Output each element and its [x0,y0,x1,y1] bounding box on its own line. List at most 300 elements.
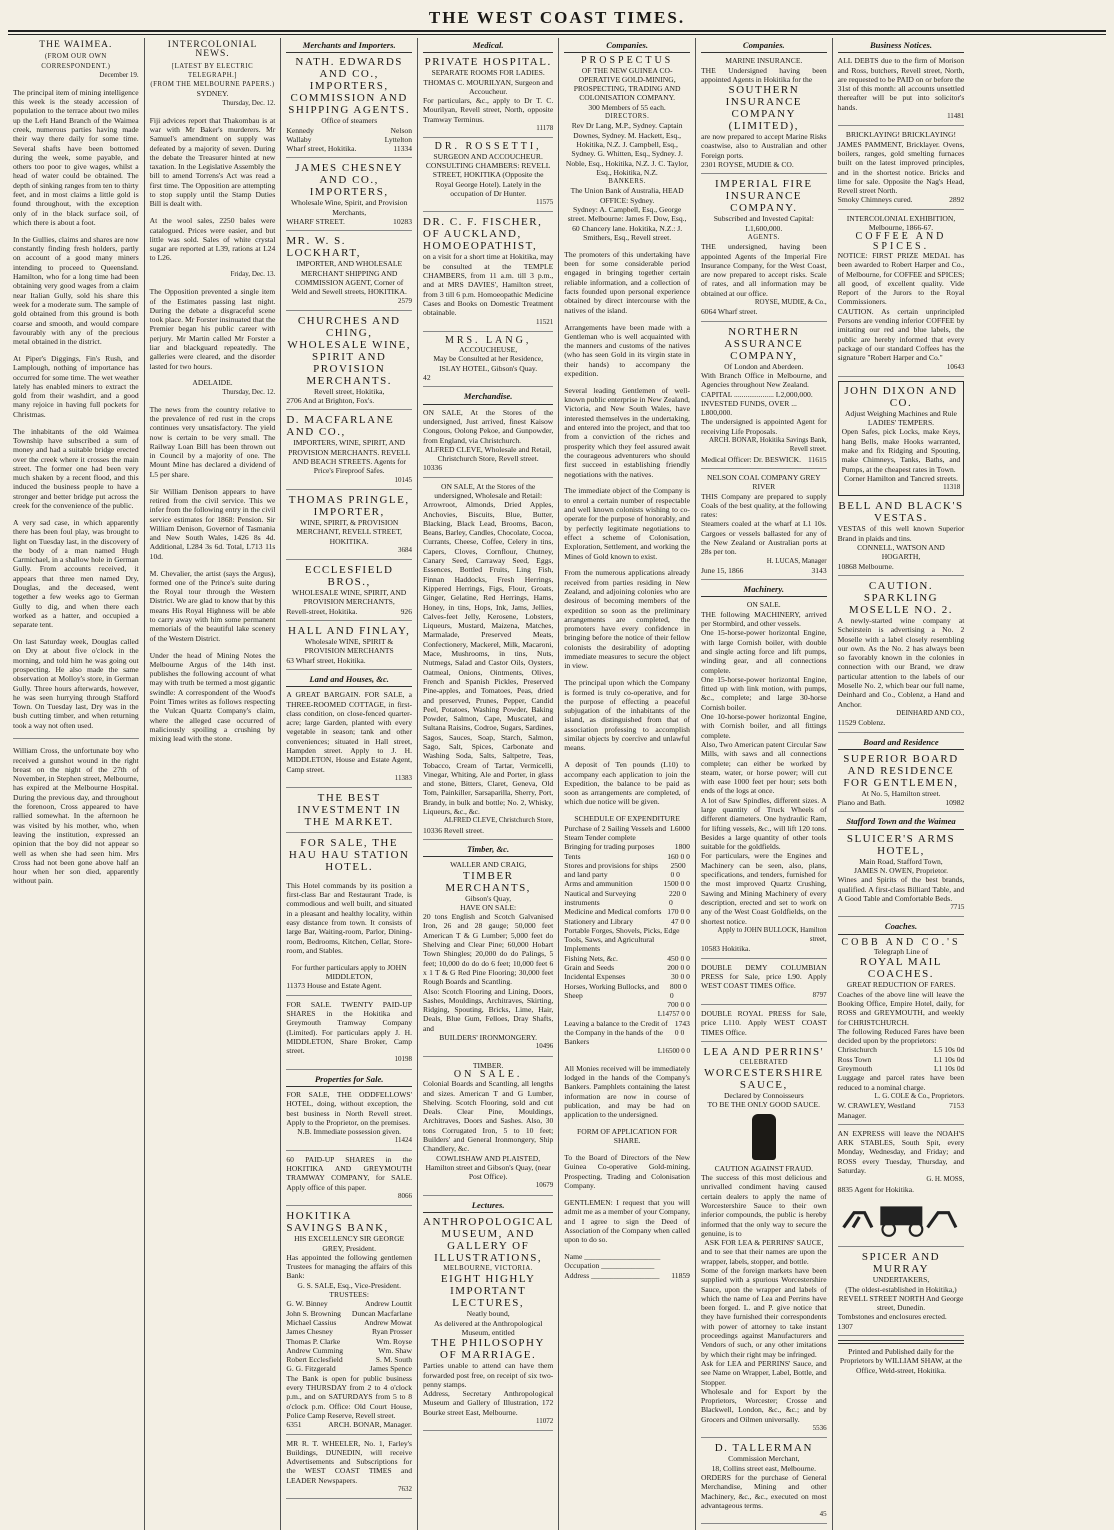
advert-text: MR R. T. WHEELER, No. 1, Farley's Buildings, DUNEDIN, will receive Advertisements and Subscriptions for the WEST COAST TIMES and LEADER Newspapers. [286,1438,413,1485]
separator [13,738,139,739]
section-heading: Coaches. [838,921,965,934]
steamer-name: Nelson [390,125,413,135]
schedule-item: Grain and Seeds [564,963,615,973]
schedule-amount: 1500 0 0 [663,879,690,889]
advert-text: Office of steamers [321,116,378,126]
schedule-item: Stationery and Library [564,916,634,926]
trustee-name: Andrew Mowat [364,1317,413,1327]
advert-title: EIGHT HIGHLY IMPORTANT LECTURES, [440,1273,536,1310]
advert [286,625,412,670]
steamer-name: Wallaby [286,134,312,144]
advert-text: IMPORTERS, WINE, SPIRIT, AND PROVISION MERCHANTS. REVELL AND BEACH STREETS. Agents for Price's Fireproof Safes. [288,438,411,476]
advert-text: H. LUCAS, Manager [766,556,827,565]
advert-text: Sydney: A. Campbell, Esq., George street. Melbourne: James F. Dow, Esq., 60 Chancery lane. Hokitika, N.Z.: J. Smithers, Esq., Revell street. [567,205,687,242]
advert-text: Melbourne, 1866-67. [868,223,934,233]
newspaper-columns [8,38,1106,1519]
trustee-row [286,1299,412,1308]
advert-footer [838,798,965,807]
advert-number: 5536 [812,1424,827,1433]
form-field-occupation: Occupation ______________ [564,1261,655,1271]
advert-text: MELBOURNE, VICTORIA. [443,1265,533,1273]
advert [423,216,553,331]
section-heading: Lectures. [423,1200,553,1213]
advert-text: on a visit for a short time at Hokitika, may be consulted at the TEMPLE CHAMBERS, from 11 a.m. till 3 p.m., and at MRS DAVIES', Hamilton street, from 3 till 6 p.m. Homoeopathic Medicine Cases and Books on Domestic Treatment obtainable. [423,252,554,318]
schedule-amount: 47 0 0 [670,916,690,926]
advert-text: NOTICE: FIRST PRIZE MEDAL has been awarded to Robert Harper and Co., of Melbourne, for COFFEE and SPICES; all good, of excellent quality. Vide Report of the Jurors to the Royal Commissioners. [837,250,965,307]
fare-destination: Christchurch [837,1045,877,1055]
advert-text: FOR SALE, THE ODDFELLOWS' HOTEL, doing, without exception, the best business in North Revell street. Apply to the Proprietor, on the premises. [286,1090,413,1127]
schedule-item: Purchase of 2 Sailing Vessels and Steam Tender complete [564,823,667,842]
schedule-row [564,917,690,926]
advert-address: 10868 Melbourne. [837,561,894,571]
advert-title: CAUTION AGAINST FRAUD. [714,1163,813,1173]
advert-text: JAMES N. OWEN, Proprietor. [853,866,949,875]
advert-text: VESTAS of this well known Superior Brand in plaids and tins. [837,524,965,543]
advert-text: One 15-horse-power horizontal Engine, with large Cornish boiler, with double and single acting force and lift pumps, winding gear, and all connections complete. [700,628,827,675]
advert-text: 18, Collins street east, Melbourne. [711,1463,816,1473]
advert [701,600,827,958]
advert-text: Open Safes, pick Locks, make Keys, hang Bells, make Hooks warranted, make and fix Ridging and Spouting, make Chimneys, Tanks, Baths, and Pumps, at the cheapest rates in Town. [841,427,961,474]
section-heading: Medical. [423,40,553,53]
article-title: THE WAIMEA. [39,40,113,50]
advert-text: Of London and Aberdeen. [724,361,804,371]
advert-text: GREAT REDUCTION OF FARES. [846,980,956,990]
advert-title: HOKITIKA SAVINGS BANK, [286,1210,389,1235]
fare-destination: Ross Town [837,1054,872,1064]
advert-text: Arrowroot, Almonds, Dried Apples, Anchovies, Biscuits, Blue, Butter, Blacking, Black Lead, Brooms, Bacon, Beans, Barley, Candles, Chocolate, Cocoa, Currants, Cheese, Coffee, Celery in tins, Capers, Cloves, Cornflour, Chutney, Canary Seed, Carraway Seed, Eggs, Essences, Bottled Fruits, Ling Fish, Finnan Haddocks, Fresh Herrings, Kippered Herrings, Figs, Flour, Groats, Ginger, Gelatine, Red Herrings, Hams, Honey, in tins, Hops, Ink, Jams, Jellies, Calves-feet Jelly, Kerosene, Lobsters, Liqueurs, Mustard, Maizena, Matches, Marmalade, Preserved Meats, Confectionery, Mackerel, Milk, Macaroni, Mace, Mushrooms, in tins, Nuts, Nutmegs, Salad and Castor Oils, Oysters, Oatmeal, Onions, Ointments, Olives, French and Spanish Pickles, Preserved Pine-apples, and Tomatoes, Peas, dried and preserved, Prunes, Pepper, Candid Peel, Potatoes, Washing Powder, Baking Powder, Salmon, Cape, Muscatel, and Sultana Raisins, Codroe, Sugars, Sardines, Sagos, Sauces, Soap, Starch, Salmon, Sago, Salt, Spices, Carbonate and Washing Soda, Salts, Saltpetre, Teas, Tobacco, Cream of Tartar, Vermicelli, Vinegar, Whiting, Ale and Porter, in glass and stone, Bitters, Claret, Geneva, Old Tom, Painkiller, Sarsaparilla, Sherry, Port, Brandy, in bulk and bottle; No. 2, Whisky, Liqueurs, &c., &c. [423,500,554,817]
advert-text: Ask for LEA and PERRINS' Sauce, and see Name on Wrapper, Label, Bottle, and Stopper. [700,1358,827,1387]
advert-text: The following Reduced Fares have been decided upon by the proprietors: [837,1026,965,1046]
masthead-rule [8,30,1106,32]
advert-text: (The oldest-established in Hokitika,) REVELL STREET NORTH And George street, Dunedin. [838,1284,964,1313]
advert [286,56,412,158]
advert-text: SEPARATE ROOMS FOR LADIES. [431,68,545,78]
advert-paragraph: GENTLEMEN: I request that you will admit me as a member of your Company, and I agree to sign the Deed of Association of the Company when called upon to do so. [564,1197,690,1245]
advert-title: SPICER AND MURRAY [861,1251,941,1276]
advert-footer [286,1420,412,1429]
advert [286,1155,412,1206]
advert-text: TRUSTEES: [329,1290,370,1300]
advert-text: N.B. Immediate possession given. [297,1127,402,1137]
advert-title: WORCESTERSHIRE SAUCE, [704,1067,824,1092]
advert-address: WHARF STREET. [286,217,345,227]
advert-title: ECCLESFIELD BROS., [304,564,394,589]
fare-price: L1 10s 0d [933,1054,965,1064]
schedule-amount: 450 0 0 [667,953,690,963]
advert-text: ALL DEBTS due to the firm of Morison and Ross, butchers, Revell street, North, are requested to be PAID on or before the 31st of this month: all accounts unsettled thereafter will be put into solicitor's hands. [837,56,965,112]
advert-title: CHURCHES AND CHING, WHOLESALE WINE, SPIRIT AND PROVISION MERCHANTS. [287,314,412,387]
advert-title: COBB AND CO.'S [841,936,961,948]
schedule-amount: 2500 0 0 [670,860,686,880]
advert-address: 63 Wharf street, Hokitika. [286,655,366,665]
schedule-amount: 700 0 0 [667,1000,690,1010]
advert-text: Neatly bound, [466,1309,510,1319]
advert-number: 7632 [398,1484,413,1493]
trustee-row [286,1364,412,1373]
advert-address: 10583 Hokitika. [700,944,751,954]
advert-number: 11521 [536,317,554,326]
article-paragraph: At the wool sales, 2250 bales were catalogued. Prices were easier, and but little was sold. Sales of white crystal sugar are reported at L39, rations at L24 to L26. [149,216,276,263]
schedule-item: Leaving a balance to the Credit of the Company in the hands of the Bankers [564,1018,668,1047]
trustee-name: Duncan Macfarlane [351,1308,413,1318]
advert [423,56,553,138]
advert-title: SOUTHERN INSURANCE COMPANY (LIMITED), [725,84,803,133]
stagecoach-icon [838,1198,965,1240]
advert-number: 10145 [394,475,413,484]
advert-title: THE PHILOSOPHY OF MARRIAGE. [431,1337,545,1362]
advert-text: Some of the foreign markets have been supplied with a spurious Worcestershire Sauce, upon the wrapper and labels of which the name of Lea and Perrins have been forged. L. and P. give notice that they have furnished their correspondents with power of attorney to take instant proceedings against Manufacturers and Vendors of such, or any other imitations by which their right may be infringed. [700,1265,827,1359]
advert-title: PRIVATE HOSPITAL. [424,56,552,69]
schedule-amount: 1743 0 0 [674,1018,690,1038]
advert-text: and to see that their names are upon the wrapper, labels, stopper, and bottle. [700,1247,827,1266]
article-paragraph: The news from the country relative to the prevalence of red rust in the crops continues very unsatisfactory. The yield now is certain to be very small. The Railway Loan Bill has been thrown out in Council by a majority of one. The Mount Mine has declared a dividend of L5 per share. [149,404,276,479]
advert [701,1442,827,1524]
double-rule [838,1340,965,1344]
advert-text: For particulars, &c., apply to Dr T. C. Mourilyan, Revell street, North, opposite Tramway Terminus. [423,96,554,124]
fare-price: L5 10s 0d [933,1045,965,1055]
advert-footer [701,455,827,464]
advert-number: 3684 [398,545,413,554]
schedule-row [564,954,690,963]
advert-title: ON SALE. [746,600,781,610]
advert-number: 7153 [949,1101,965,1111]
advert [286,837,412,995]
article-paragraph: Sir William Denison appears to have retired from the civil service. This we infer from the following entry in the civil service estimates for 1868: Pension. Sir William Denison, Governor of Tasmania and New South Wales, 1426 8s 4d. Additional, L284 3s 6d. Total, L713 11s 10d. [149,486,276,561]
advert [286,1439,412,1500]
advert-title: PROSPECTUS [581,55,674,67]
trustee-name: Ryan Prosser [372,1327,413,1337]
advert-address: 2301 ROYSE, MUDIE & CO. [700,160,794,170]
fare-row [838,1064,965,1073]
advert-footer [838,1101,965,1120]
advert-paragraph: All Monies received will be immediately lodged in the hands of the Company's Bankers. Pamphlets containing the latest information are now in course of publication, and may be had on application to the undersigned. [564,1063,690,1120]
advert-text: CONNELL, WATSON AND HOGARTH, [857,543,945,562]
advert-text: 20 tons English and Scotch Galvanised Iron, 26 and 28 gauge; 50,000 feet American T & G Lumber; 5,000 feet do Shelving and Clear Pine; 60,000 Hobart Town Shingles; 20,000 do do Palings, 5 feet; 10,000 do do do 6 feet; 10,000 feet 6 x 1 T & G Red Pine Flooring; 30,000 feet Rough Boards and Scantling. [423,912,554,987]
imprint: Printed and Published daily for the Proprietors by WILLIAM SHAW, at the Office, Weld-street, Hokitika. [839,1346,963,1375]
advert-address: 6064 Wharf street. [700,307,758,317]
trustee-name: Robert Ecclesfield [286,1355,343,1365]
advert-title: MR. W. S. LOCKHART, [286,235,362,260]
article-byline: (FROM OUR OWN CORRESPONDENT.) [41,53,111,70]
article-sub: (FROM THE MELBOURNE PAPERS.) [150,81,275,89]
schedule-amount: 220 0 0 [668,888,687,907]
advert [286,690,412,788]
advert-number: 11859 [671,1270,690,1280]
fare-row [838,1045,965,1054]
advert-title: CAUTION. SPARKLING MOSELLE NO. 2. [848,579,954,616]
advert-text: ARCH. BONAR, Hokitika Savings Bank, Revell street. [708,436,827,454]
advert-text: DIRECTORS. [604,113,650,121]
advert-title: BRICKLAYING! BRICKLAYING! [845,130,957,140]
fare-row [838,1055,965,1064]
trustee-name: John S. Browning [286,1308,341,1318]
trustee-name: Thomas P. Clarke [286,1336,341,1346]
schedule-item: Horses, Working Bullocks, and Sheep [564,981,660,1000]
trustee-row [286,1309,412,1318]
advert-text: As delivered at the Anthropological Museum, entitled [433,1318,543,1337]
column-prospectus [559,38,696,1530]
advert-title: TIMBER MERCHANTS, [445,869,531,894]
advert [838,938,965,1125]
advert-boxed [838,381,965,497]
column-medical [418,38,559,1530]
advert-title: THOMAS PRINGLE, IMPORTER, [288,493,410,518]
advert-number: 6351 [286,1420,302,1430]
advert-text: G. S. SALE, Esq., Vice-President. [297,1280,401,1290]
advert-text: L. G. COLE & Co., Proprietors. [874,1091,965,1100]
article-paragraph: Under the head of Mining Notes the Melbourne Argus of the 14th inst. publishes the following account of what may with truth be termed a most gigantic swindle: A correspondent of the Wood's Point Times writes as follows respecting the Vulcan Quartz Company's claim, where the alleged case occurred of maliciously spoiling a crushing by mixing lead with the stone. [149,650,276,744]
advert-text: Wholesale WINE, SPIRIT & PROVISION MERCHANTS [304,637,394,656]
advert-text: This Hotel commands by its position a first-class Bar and Restaurant Trade, is commodious and well built, and situated in a pleasant and healthy locality, within easy distance from town. It consists of large Bar, Waiting-room, Parlor, Dining-room, Bedrooms, Kitchen, Cellar, Store-room, and Stables. [286,880,413,955]
advert-text: Has appointed the following gentlemen Trustees for managing the affairs of this Bank: [286,1252,413,1281]
advert [286,1210,412,1434]
advert-text: ROYSE, MUDIE, & Co., [754,298,827,307]
advert-title: NELSON COAL COMPANY GREY RIVER [706,472,821,492]
newspaper-title: THE WEST COAST TIMES. [428,8,686,27]
advert-address: Wharf street, Hokitika. [286,144,357,154]
advert-text: OF THE NEW GUINEA CO-OPERATIVE GOLD-MINING, PROSPECTING, TRADING AND COLONISATION COMPANY. [573,65,681,103]
advert-text: Rev Dr Lang, M.P., Sydney. Captain Downes, Sydney. M. Hackett, Esq., Hokitika, N.Z. J. Campbell, Esq., Sydney. G. Whitten, Esq., Sydney. J. Noble, Esq., Hokitika, N.Z. J. C. Taylor, Esq., Hokitika, N.Z. [565,121,689,177]
advert-text: AGENTS. [747,233,780,241]
advert [423,142,553,212]
masthead [0,0,1114,30]
advert-text: AN EXPRESS will leave the NOAH'S ARK STABLES, South Spit, every Monday, Wednesday, and Friday; and ROSS every Tuesday, Thursday, and Saturday. [837,1128,965,1176]
advert [838,56,965,126]
advert-text: For further particulars apply to JOHN MIDDLETON, [291,962,407,982]
advert-title: DR. C. F. FISCHER, OF AUCKLAND, HOMOEOPATHIST, [423,216,543,253]
advert-text: W. CRAWLEY, Westland Manager. [837,1101,916,1120]
steamer-list [286,135,412,144]
trustee-name: G. G. Fitzgerald [286,1364,336,1374]
advert-text: ASK FOR LEA & PERRINS' SAUCE, [704,1238,824,1248]
advert-date: June 15, 1866 [700,565,744,575]
advert-text: Also, Two American patent Circular Saw Mills, with saws and all connections complete; can either be worked by steam, water, or horse power; will cut with ease 1000 feet per hour; sets both ends of the logs at once. [700,739,827,796]
advert-number: 7715 [950,903,965,912]
advert [838,500,965,575]
article-paragraph: M. Chevalier, the artist (says the Argus), formed one of the Prince's suite during the Royal tour through the Western District. We are glad to know that by this means His Royal Highness will be able to carry away with him some permanent memorials of the beautiful lake scenery of the Western District. [149,568,276,643]
schedule-item: Fishing Nets, &c. [564,953,618,963]
advert-text: COWLISHAW AND PLAISTED, Hamilton street and Gibson's Quay, (near Post Office). [425,1153,551,1182]
article-sub: [LATEST BY ELECTRIC TELEGRAPH.] [171,62,254,79]
advert [701,1009,827,1042]
advert-text: BANKERS. [608,178,646,186]
advert-title: TIMBER. [472,1060,504,1070]
advert-title: D. TALLERMAN [714,1442,813,1455]
article-date: Thursday, Dec. 12. [222,98,276,107]
advert-address: 8835 Agent for Hokitika. [837,1184,914,1194]
advert [423,408,553,478]
advert-title: ON SALE, At the Stores of the undersigned, Wholesale and Retail: [434,481,543,500]
advert [838,753,965,813]
advert-text: For particulars, were the Engines and Machinery can be seen, also, plans, specifications, and tenders, furnished for the most improved Quartz Crushing, Sawing and Mining Machinery of every description, erected and set to work on any of the West Coast Goldfields, on the shortest notice. [700,851,827,926]
trustee-name: Andrew Louttit [364,1299,413,1309]
advert-text: WHOLESALE WINE, SPIRIT, AND PROVISION MERCHANTS, [292,588,407,607]
trustee-name: Andrew Cumming [286,1345,344,1355]
advert [423,860,553,1056]
advert [286,792,412,833]
advert-text: Piano and Bath. [837,798,886,808]
advert-text: BUILDERS' IRONMONGERY. [439,1033,538,1043]
advert-text: Apply to JOHN BULLOCK, Hamilton street, [717,925,827,944]
advert-text: JAMES PAMMENT, Bricklayer. Ovens, boilers, ranges, gold smelting furnaces built on the latest improved principles, and in the shortest notice. Bricks and lime for sale. Opposite the Nag's Head, Revell street North. [837,139,965,196]
schedule-row [564,861,690,880]
advert [701,326,827,469]
advert-title: ROYAL MAIL COACHES. [859,956,943,981]
schedule-row [564,1000,690,1009]
place-heading: ADELAIDE. [192,378,233,388]
advert-text: DEINHARD AND CO., [896,708,965,717]
advert-text: Luggage and parcel rates have been reduced to a nominal charge. [837,1073,965,1092]
section-heading: Land and Houses, &c. [286,674,412,687]
advert-number: 10643 [946,362,965,371]
advert-text: A newly-started wine company at Scheirstein is advertising a No. 2 Moselle with a label closely resembling our own. As the No. 2 has always been so favorably known in the colonies in connection with our Brand, we draw particular attention to the labels of our Moselle No. 2, which bear our full name, Deinhard and Co., Coblenz, a Hand and Anchor. [837,615,965,709]
trustee-name: Wm. Shaw [378,1345,413,1355]
advert-text: FOR SALE. TWENTY PAID-UP SHARES in the Hokitika and Greymouth Tramway Company (Limited). For particulars apply J. H. MIDDLETON, Share Broker, Camp street. [286,999,413,1056]
advert [838,580,965,733]
section-heading: Business Notices. [838,40,965,53]
schedule-item: Arms and ammunition [564,879,633,889]
advert-address: Revell-street, Hokitika. [286,606,358,616]
advert-text: UNDERTAKERS, [872,1275,930,1285]
advert [423,482,553,840]
advert-text: Declared by Connoisseurs [723,1091,804,1101]
article-paragraph: The inhabitants of the old Waimea Township have subscribed a sum of money and had a suitable bridge erected over the creek where it crosses the main street. The former one had been very much shaken by a recent flood, and this induced the business people to have a stronger and better bridge put across the creek for the convenience of the public. [13,426,139,511]
advert-number: 10982 [945,798,965,808]
steamer-name: Lyttelton [384,134,413,144]
schedule-row [564,889,690,908]
advert-text: ORDERS for the purchase of General Merchandise, Mining and other Machinery, &c., &c., executed on most advantageous terms. [700,1472,827,1510]
schedule-amount: 170 0 0 [667,907,690,917]
schedule-item: Nautical and Surveying instruments [564,888,636,907]
steamer-list [286,126,412,135]
advert-text: Wholesale Wine, Spirit, and Provision Merchants, [290,198,408,217]
advert-text: Address, Secretary Anthropological Museum and Gallery of Illustration, 172 Bourke street East, Melbourne. [423,1389,554,1417]
advert-text: IMPORTER, AND WHOLESALE MERCHANT SHIPPING AND COMMISSION AGENT, Corner of Weld and Sewell streets, HOKITIKA. [291,259,407,297]
advert-footer [286,217,412,226]
advert-text: Steamers coaled at the wharf at L1 10s. Cargoes or vessels ballasted for any of the New Zealand or Australian ports at 28s per ton. [700,519,827,557]
trustee-name: G. W. Binney [286,1299,328,1309]
advert [423,1061,553,1196]
invested-funds-line: INVESTED FUNDS, OVER ... L800,000. [700,398,797,418]
advert-title: BELL AND BLACK'S VESTAS. [838,500,964,525]
advert-address: 11373 House and Estate Agent. [286,981,382,991]
schedule-grand-total: L16500 0 0 [657,1046,690,1055]
advert-number: 10198 [394,1055,413,1064]
advert-number: 1307 [837,1321,853,1331]
advert-title: MARINE INSURANCE. [725,56,803,66]
advert-address: 10336 Revell street. [423,825,484,835]
advert-paragraph: A deposit of Ten pounds (L10) to accompany each application to join the Expedition, the balance to be paid as soon as arrangements are completed, of which due notice will be given. [564,760,690,807]
advert [701,473,827,580]
schedule-row [564,824,690,843]
advert [286,564,412,621]
capital-line: CAPITAL ..................... L2,000,000. [700,389,813,399]
advert-number: 10496 [535,1042,554,1051]
advert [286,162,412,231]
advert-number: 926 [400,606,413,616]
advert-text: The Union Bank of Australia, HEAD OFFICE: Sydney. [570,186,684,205]
advert-footer [286,607,412,616]
trustee-row [286,1355,412,1364]
advert [838,833,965,918]
advert [286,414,412,489]
advert-title: NORTHERN ASSURANCE COMPANY, [724,325,804,362]
advert-title: MRS. LANG, [444,334,532,346]
advert-text: The undersigned is appointed Agent for receiving Life Proposals. [700,417,827,436]
schedule-row [564,907,690,916]
schedule-row [564,1019,690,1047]
advert [701,56,827,174]
advert [423,336,553,387]
column-intercolonial [145,38,282,1530]
advert-title: SLUICER'S ARMS HOTEL, [846,832,956,857]
trustee-name: Michael Cassius [286,1317,337,1327]
fare-destination: Greymouth [837,1064,873,1074]
advert-number: 11178 [536,124,554,133]
section-heading: Companies. [701,40,827,53]
article-date: Friday, Dec. 13. [230,270,276,279]
sauce-bottle-icon [752,1114,776,1160]
advert-text: CELEBRATED [739,1058,789,1066]
schedule-amount: L6000 [670,823,690,833]
advert-text: SURGEON AND ACCOUCHEUR. [433,151,543,161]
advert-title: INTERCOLONIAL EXHIBITION, [846,213,956,223]
advert-paragraph: The immediate object of the Company is to enrol a certain number of respectable and well known colonists wishing to co-operate for the purpose of honorably, and by perfectly legitimate negotiations to effect a scheme of Colonisation, Exploration, Settlement, and working the Mines of Gold known to exist. [564,486,690,561]
advert-text: May be Consulted at her Residence, ISLAY HOTEL, Gibson's Quay. [433,354,543,373]
advert-text: DOUBLE DEMY COLUMBIAN PRESS for Sale, price L90. Apply WEST COAST TIMES Office. [700,962,827,991]
advert-text: 60 PAID-UP SHARES in the HOKITIKA AND GREYMOUTH TRAMWAY COMPANY, for SALE. Apply office of this paper. [286,1154,413,1192]
trustee-row [286,1346,412,1355]
advert-paragraph: Several leading Gentlemen of well-known public enterprise in New Zealand, Victoria, and New South Wales, have interested themselves in the undertaking, and entered into the project, and that too from a conviction of the riches and prosperity which they feel assured await the courageous adventurers who should first succeed in establishing friendly negotiations with the natives. [564,385,690,479]
advert-signature: ARCH. BONAR, Manager. [328,1420,413,1430]
place-heading: SYDNEY. [196,89,229,99]
schedule-amount: 800 0 0 [669,981,687,1000]
advert [286,494,412,560]
advert [286,235,412,310]
advert-paragraph: The principal upon which the Company is formed is truly co-operative, and for the purpose of effecting a peaceful subjugation of the inhabitants of the island, as distinguished from that of association professing to accomplish similar objects by coercive and unlawful means. [564,678,690,753]
trustee-row [286,1327,412,1336]
advert-number: 42 [423,373,431,383]
advert-number: 10283 [393,217,413,227]
advert-text: Colonial Boards and Scantling, all lengths and sizes. American T and G Lumber, Shelving. Scotch Flooring, sold and cut Deals. Clear Pine, Mouldings, Architraves, Doors and Sashes. Also, 30 tons Corrugated Iron, 5 to 10 feet; Builders' and General Ironmongery, Ship Chandlery, &c. [423,1079,554,1154]
advert-text: CONSULTING CHAMBERS: REVELL STREET, HOKITIKA (Opposite the Royal George Hotel). Lately in the occupation of Dr Hunter. [425,160,551,198]
advert-text: TO BE THE ONLY GOOD SAUCE. [707,1100,821,1110]
form-heading: FORM OF APPLICATION FOR SHARE. [577,1127,678,1146]
column-merchants [281,38,418,1530]
advert-number: 2579 [398,296,413,305]
advert-number: 11424 [394,1136,413,1145]
advert-footer [286,144,412,153]
section-heading: Merchants and Importers. [286,40,412,53]
schedule-row [564,982,690,1001]
advert-footer [701,566,827,575]
article-paragraph: The Opposition prevented a single item of the Estimates passing last night. During the debate a disgraceful scene took place. Mr Forster insinuated that the Premier began his public career with perjury. Mr Martin called Mr Forster a liar and blackguard repeatedly. The galleries were cleared, and the disorder lasted for two hours. [149,287,276,371]
advert-number: 10679 [535,1181,554,1190]
advert-text: G. H. MOSS, [926,1175,965,1184]
advert-text: One 10-horse-power horizontal Engine, with Cornish boiler, and all fittings complete. [700,712,827,740]
advert [286,315,412,411]
schedule-amount: 200 0 0 [667,963,690,973]
advert [701,963,827,1005]
form-field-address: Address __________________ [564,1270,660,1280]
column-business [833,38,970,1530]
advert-number: 11072 [536,1417,554,1426]
section-heading: Stafford Town and the Waimea [838,816,965,829]
advert-text: Tombstones and enclosures erected. [837,1312,947,1322]
advert-text: Smoky Chimneys cured. [837,195,913,205]
advert-text: Medical Officer: Dr. BESWICK. [700,454,801,464]
advert [286,1000,412,1070]
